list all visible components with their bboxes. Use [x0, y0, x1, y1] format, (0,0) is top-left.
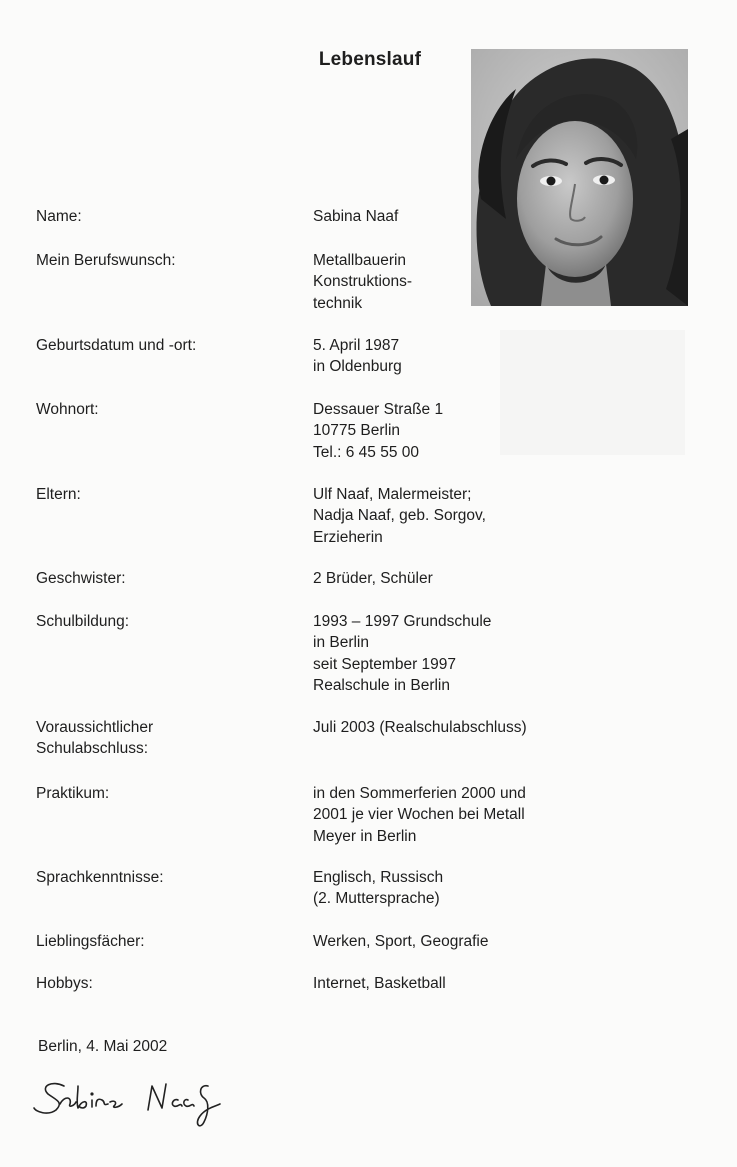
entry-value-line: Tel.: 6 45 55 00 — [313, 443, 419, 461]
entry-label — [36, 783, 296, 804]
entry-value-line: Dessauer Straße 1 — [313, 401, 444, 418]
entry-value-line: in den Sommerferien 2000 und — [313, 785, 526, 802]
entry-value-line: Realschule in Berlin — [313, 676, 450, 694]
entry-value-line: in Berlin — [313, 634, 369, 652]
signature-drawing — [30, 1072, 260, 1132]
entry-value-line: 10775 Berlin — [313, 422, 401, 440]
entry-value — [313, 931, 693, 952]
entry-label — [36, 568, 296, 589]
entry-label — [36, 484, 296, 505]
entry-label-line: Schulbildung: — [36, 613, 130, 630]
entry-label-line: Geschwister: — [36, 570, 126, 587]
entry-value — [313, 867, 693, 910]
entry-value-line: technik — [313, 294, 363, 312]
entry-value — [313, 611, 693, 696]
entry-value-line: Werken, Sport, Geografie — [313, 933, 489, 950]
entry-value-line: Erzieherin — [313, 528, 383, 546]
entry-value — [313, 399, 693, 463]
entry-value-line: Juli 2003 (Realschulabschluss) — [313, 719, 527, 736]
entry-value-line: (2. Muttersprache) — [313, 890, 440, 908]
entry-label — [36, 335, 296, 356]
entry-label-line: Sprachkenntnisse: — [36, 869, 164, 886]
entry-value — [313, 717, 693, 738]
entry-value-line: 2 Brüder, Schüler — [313, 570, 433, 587]
entry-value-line: Ulf Naaf, Malermeister; — [313, 486, 472, 503]
entry-value — [313, 335, 693, 378]
entry-value-line: Internet, Basketball — [313, 975, 446, 992]
entry-label-line: Eltern: — [36, 486, 81, 503]
entry-value — [313, 783, 693, 847]
entry-value-line: Englisch, Russisch — [313, 869, 444, 886]
entry-label — [36, 717, 296, 760]
entry-label-line: Mein Berufswunsch: — [36, 252, 176, 269]
entry-label — [36, 206, 296, 227]
entry-value-line: in Oldenburg — [313, 358, 402, 376]
entry-value-line: Meyer in Berlin — [313, 827, 417, 845]
entry-label-line: Geburtsdatum und -ort: — [36, 337, 197, 354]
entry-value — [313, 206, 693, 227]
entry-value-line: Sabina Naaf — [313, 208, 399, 225]
entry-label — [36, 867, 296, 888]
entry-value-line: 1993 – 1997 Grundschule — [313, 613, 492, 630]
entry-label — [36, 973, 296, 994]
page-title: Lebenslauf — [318, 49, 422, 70]
entry-value — [313, 973, 693, 994]
entry-label-line: Wohnort: — [36, 401, 99, 418]
entry-label-line: Lieblingsfächer: — [36, 933, 145, 950]
entry-value — [313, 250, 693, 314]
entry-value-line: seit September 1997 — [313, 655, 457, 673]
entry-value — [313, 568, 693, 589]
entry-label — [36, 931, 296, 952]
entry-label-line: Voraussichtlicher — [36, 719, 154, 736]
entry-label — [36, 399, 296, 420]
entry-label-line: Praktikum: — [36, 785, 110, 802]
entry-label-line: Hobbys: — [36, 975, 93, 992]
handwritten-signature — [30, 1072, 260, 1137]
entry-value-line: 2001 je vier Wochen bei Metall — [313, 806, 525, 824]
entry-value-line: Nadja Naaf, geb. Sorgov, — [313, 507, 486, 525]
place-and-date: Berlin, 4. Mai 2002 — [38, 1038, 168, 1055]
entry-label — [36, 250, 296, 271]
entry-label-line: Name: — [36, 208, 82, 225]
entry-value-line: 5. April 1987 — [313, 337, 400, 354]
entry-value-line: Konstruktions- — [313, 273, 413, 291]
entry-value — [313, 484, 693, 548]
entry-label — [36, 611, 296, 632]
entry-label-line: Schulabschluss: — [36, 740, 149, 758]
entry-value-line: Metallbauerin — [313, 252, 407, 269]
